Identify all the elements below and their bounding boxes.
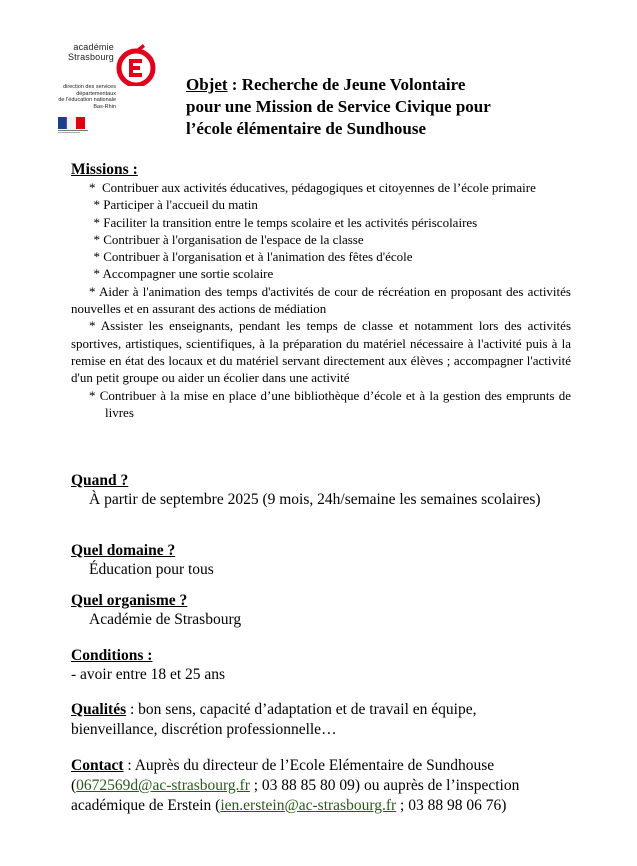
domaine-text: Éducation pour tous bbox=[89, 561, 214, 578]
subject-label: Objet bbox=[186, 75, 228, 94]
conditions-heading: Conditions : bbox=[71, 647, 153, 664]
domaine-section bbox=[71, 541, 571, 580]
contact-text: : Auprès du directeur de l’Ecole Elémentaire de Sundhouse ( bbox=[71, 757, 495, 794]
service-line: de l'éducation nationale bbox=[58, 97, 116, 104]
mission-item: * Contribuer à la mise en place d’une bibliothèque d’école et à la gestion des emprunts de livres bbox=[89, 387, 572, 420]
contact-section bbox=[71, 756, 571, 816]
contact-heading: Contact bbox=[71, 757, 124, 774]
subject-line3: l’école élémentaire de Sundhouse bbox=[186, 119, 427, 138]
missions-section bbox=[71, 160, 571, 421]
academie-logo bbox=[30, 40, 155, 140]
mission-item: * Contribuer à l'organisation de l'espace de la classe bbox=[87, 231, 364, 247]
logo-line1: académie bbox=[73, 42, 114, 52]
mission-item: * Contribuer aux activités éducatives, pédagogiques et citoyennes de l’école primaire bbox=[89, 180, 536, 195]
qualites-text: : bon sens, capacité d’adaptation et de travail en équipe, bienveillance, discrétion professionnelle… bbox=[71, 701, 477, 738]
qualites-section bbox=[71, 700, 541, 740]
e-accent-logo-icon bbox=[116, 42, 156, 86]
mission-item: * Assister les enseignants, pendant les temps de classe et notamment lors des activités sportives, artistiques, scientifiques, à la préparation du matériel nécessaire à l'activité puis à la remise en état des locaux et du matériel servant directement aux élèves ; accompagner l'activité d'un petit groupe ou aider un écolier dans une activité bbox=[71, 318, 571, 386]
qualites-heading: Qualités bbox=[71, 701, 127, 718]
mission-item: * Faciliter la transition entre le temps scolaire et les activités périscolaires bbox=[87, 214, 478, 230]
marianne-flag-icon bbox=[58, 117, 116, 133]
service-line: Bas-Rhin bbox=[93, 103, 116, 110]
mission-item: * Accompagner une sortie scolaire bbox=[87, 266, 274, 282]
logo-service-text bbox=[34, 84, 116, 110]
quand-section bbox=[71, 471, 571, 510]
service-line: départementaux bbox=[76, 90, 116, 97]
email-link-inspection[interactable]: ien.erstein@ac-strasbourg.fr bbox=[220, 797, 397, 814]
missions-heading: Missions : bbox=[71, 161, 138, 178]
subject-line2: pour une Mission de Service Civique pour bbox=[186, 97, 491, 116]
mission-item: * Contribuer à l'organisation et à l'animation des fêtes d'école bbox=[87, 249, 413, 265]
organisme-heading: Quel organisme ? bbox=[71, 592, 188, 609]
subject-title bbox=[186, 74, 606, 140]
contact-text: ; 03 88 85 80 09) ou auprès de l’inspection académique de Erstein ( bbox=[71, 777, 520, 814]
conditions-text: - avoir entre 18 et 25 ans bbox=[71, 666, 226, 683]
conditions-section bbox=[71, 646, 571, 685]
quand-text: À partir de septembre 2025 (9 mois, 24h/semaine les semaines scolaires) bbox=[89, 491, 541, 508]
service-line: direction des services bbox=[63, 84, 116, 90]
contact-text: ; 03 88 98 06 76) bbox=[396, 797, 507, 814]
logo-line2: Strasbourg bbox=[67, 52, 114, 62]
subject-line1: : Recherche de Jeune Volontaire bbox=[227, 75, 466, 94]
quand-heading: Quand ? bbox=[71, 472, 129, 489]
organisme-text: Académie de Strasbourg bbox=[89, 611, 242, 628]
email-link-school[interactable]: 0672569d@ac-strasbourg.fr bbox=[76, 777, 250, 794]
mission-item: * Participer à l'accueil du matin bbox=[87, 197, 258, 213]
organisme-section bbox=[71, 591, 571, 630]
logo-wordmark bbox=[54, 42, 114, 62]
domaine-heading: Quel domaine ? bbox=[71, 542, 176, 559]
mission-item: * Aider à l'animation des temps d'activités de cour de récréation en proposant des activités nouvelles et en assurant des actions de médiation bbox=[71, 283, 571, 317]
